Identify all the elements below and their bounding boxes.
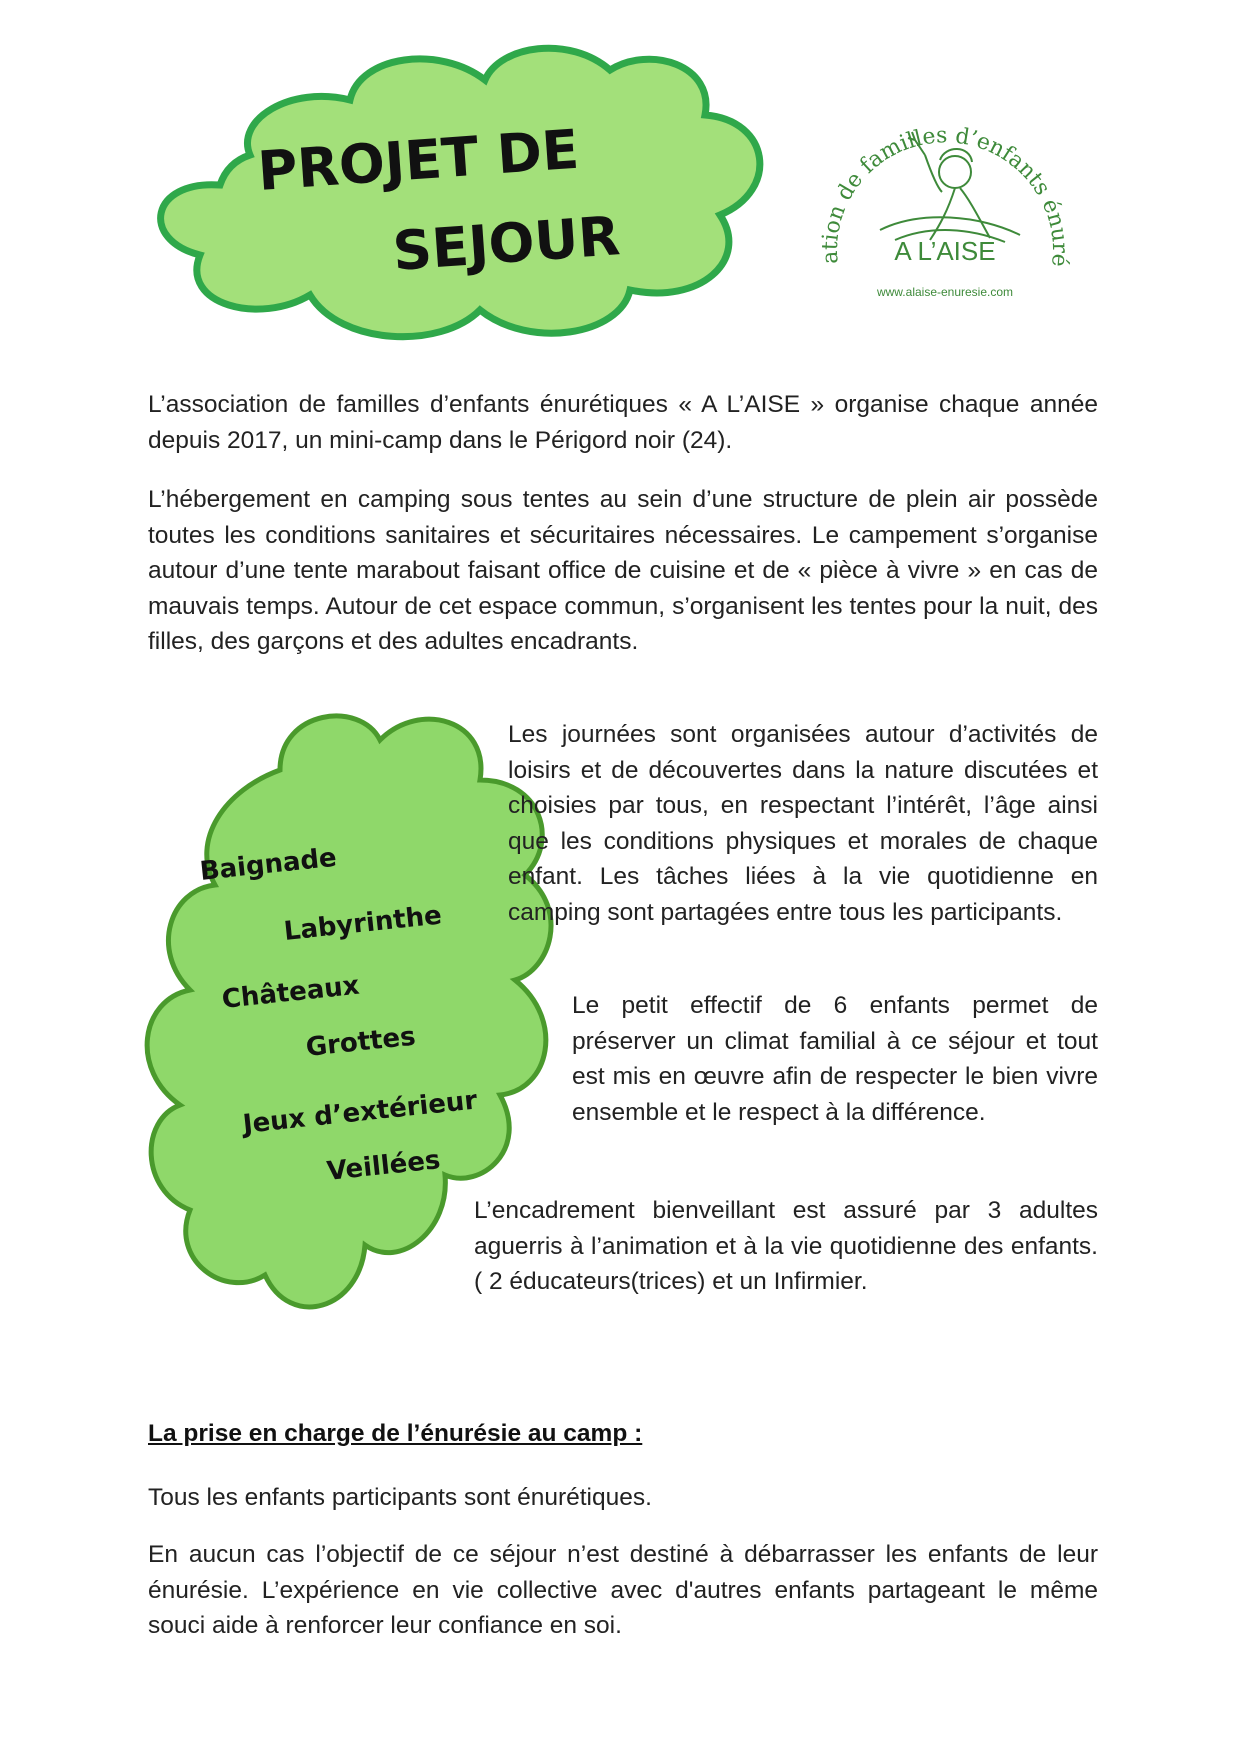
activity-item: Veillées bbox=[325, 1145, 442, 1187]
section-paragraph-1: Tous les enfants participants sont énurétiques. bbox=[148, 1484, 652, 1511]
title-cloud-shape bbox=[161, 48, 760, 336]
activity-item: Labyrinthe bbox=[282, 900, 444, 947]
logo-url: www.alaise-enuresie.com bbox=[876, 285, 1014, 299]
activity-item: Baignade bbox=[198, 842, 339, 887]
logo-arc-text: ation de familles d’enfants énuré bbox=[820, 123, 1070, 268]
page-title-line-2: SEJOUR bbox=[390, 204, 622, 283]
paragraph-intro: L’association de familles d’enfants énurétiques « A L’AISE » organise chaque année depuis 2017, un mini-camp dans le Périgord noir (24). bbox=[148, 391, 1098, 454]
activity-item: Jeux d’extérieur bbox=[241, 1085, 479, 1140]
section-heading: La prise en charge de l’énurésie au camp : bbox=[148, 1420, 643, 1447]
activity-item: Châteaux bbox=[220, 970, 361, 1015]
paragraph-staff: L’encadrement bienveillant est assuré par 3 adultes aguerris à l’animation et à la vie quotidienne des enfants. ( 2 éducateurs(trices) et un Infirmier. bbox=[474, 1197, 1098, 1295]
activity-item: Grottes bbox=[304, 1021, 417, 1063]
title-cloud bbox=[140, 40, 800, 360]
paragraph-lodging: L’hébergement en camping sous tentes au sein d’une structure de plein air possède toutes les conditions sanitaires et sécuritaires nécessaires. Le campement s’organise autour d’une tente marabout faisant office de cuisine et de « pièce à vivre » en cas de mauvais temps. Autour de cet espace commun, s’organisent les tentes pour la nuit, des filles, des garçons et des adultes encadrants. bbox=[148, 486, 1098, 655]
paragraph-days: Les journées sont organisées autour d’activités de loisirs et de découvertes dans la nature discutées et choisies par tous, en respectant l’intérêt, l’âge ainsi que les conditions physiques et morales de chaque enfant. Les tâches liées à la vie quotidienne en camping sont partagées entre tous les participants. bbox=[508, 721, 1098, 926]
paragraph-group: Le petit effectif de 6 enfants permet de préserver un climat familial à ce séjour et tout est mis en œuvre afin de respecter le bien vivre ensemble et le respect à la différence. bbox=[572, 992, 1098, 1126]
association-logo bbox=[820, 100, 1070, 310]
logo-svg bbox=[820, 100, 1070, 310]
logo-name: A L’AISE bbox=[894, 236, 996, 266]
page-title-line-1: PROJET DE bbox=[255, 117, 581, 203]
section-paragraph-2: En aucun cas l’objectif de ce séjour n’est destiné à débarrasser les enfants de leur énurésie. L’expérience en vie collective avec d'autres enfants partageant le même souci aide à renforcer leur confiance en soi. bbox=[148, 1541, 1098, 1639]
